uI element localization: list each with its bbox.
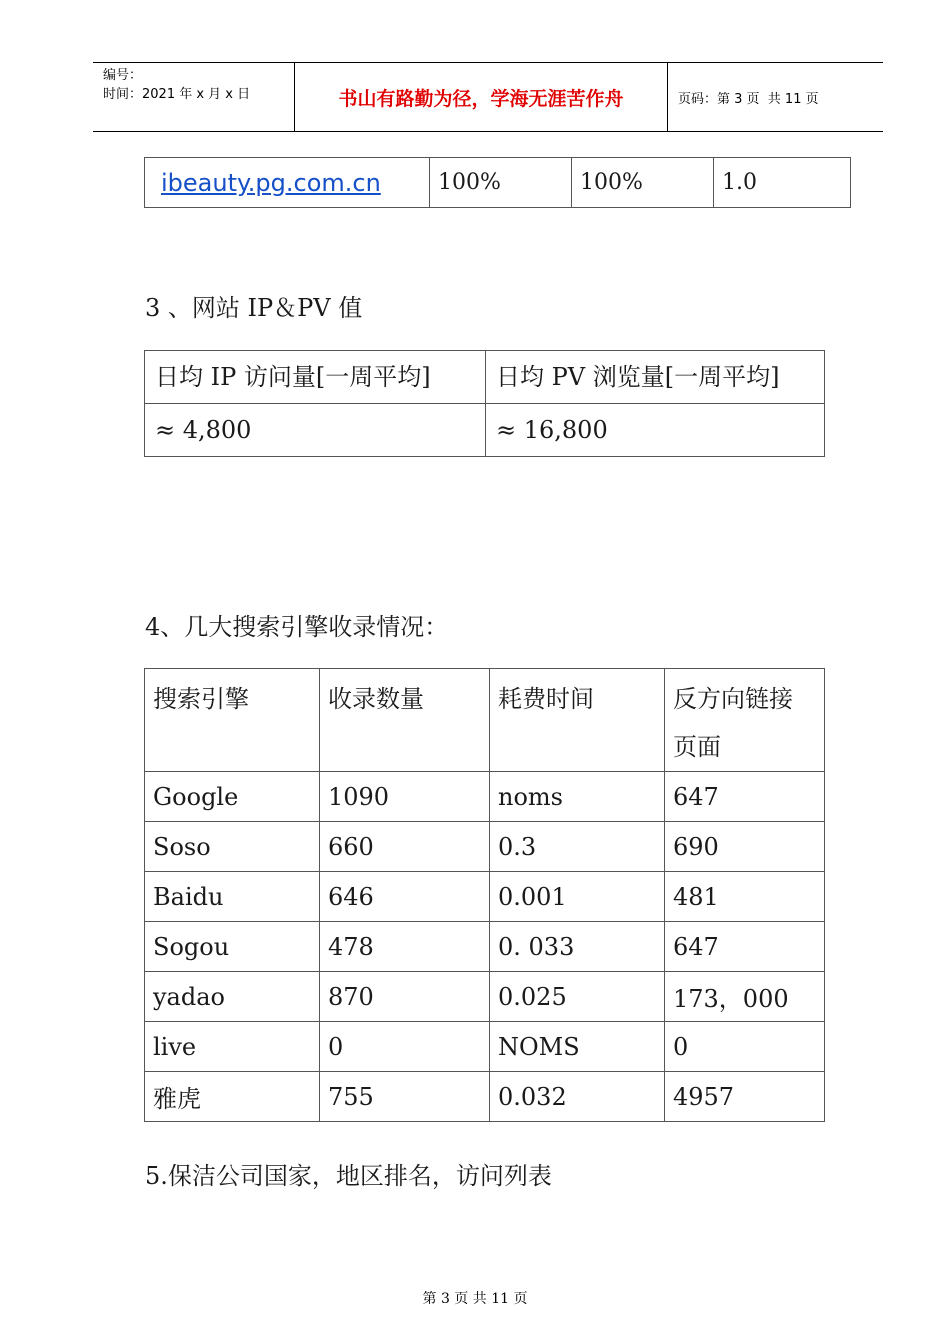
table-header-cell: 搜索引擎 xyxy=(145,669,320,772)
table-cell: 647 xyxy=(665,772,825,822)
table-row xyxy=(145,1022,825,1072)
table-cell: 0.3 xyxy=(490,822,665,872)
search-engine-table xyxy=(144,668,825,1122)
table-cell: 647 xyxy=(665,922,825,972)
ip-pv-table xyxy=(144,350,825,457)
section4-heading: 4、几大搜索引擎收录情况： xyxy=(145,613,449,641)
table-cell: 173，000 xyxy=(665,972,825,1022)
table-cell: 0. 033 xyxy=(490,922,665,972)
table-cell: 646 xyxy=(320,872,490,922)
table-cell: 481 xyxy=(665,872,825,922)
table-cell: 660 xyxy=(320,822,490,872)
table-row xyxy=(145,404,825,457)
table-row xyxy=(145,872,825,922)
header-meta xyxy=(103,66,250,104)
table-cell: 100% xyxy=(430,158,572,208)
table-cell: yadao xyxy=(145,972,320,1022)
table-cell: 755 xyxy=(320,1072,490,1122)
table-cell: 0.001 xyxy=(490,872,665,922)
site-link[interactable]: ibeauty.pg.com.cn xyxy=(161,168,381,197)
header-page-label: 页码：第 3 页 共 11 页 xyxy=(678,91,819,107)
table-cell: 0 xyxy=(665,1022,825,1072)
table-header-cell: 日均 PV 浏览量[一周平均] xyxy=(486,351,825,404)
table-cell: 690 xyxy=(665,822,825,872)
table-cell: 雅虎 xyxy=(145,1072,320,1122)
time-label: 时间：2021 年 x 月 x 日 xyxy=(103,87,251,102)
table-row xyxy=(145,772,825,822)
table-cell: 1090 xyxy=(320,772,490,822)
site-table xyxy=(144,157,851,208)
table-cell: 1.0 xyxy=(714,158,851,208)
table-row xyxy=(145,158,851,208)
table-cell: 0.025 xyxy=(490,972,665,1022)
table-cell: 0 xyxy=(320,1022,490,1072)
table-cell: live xyxy=(145,1022,320,1072)
table-cell: Soso xyxy=(145,822,320,872)
table-header-row xyxy=(145,669,825,772)
table-cell: Sogou xyxy=(145,922,320,972)
table-header-cell: 日均 IP 访问量[一周平均] xyxy=(145,351,486,404)
table-header-cell: 收录数量 xyxy=(320,669,490,772)
table-cell: ≈ 4,800 xyxy=(145,404,486,457)
table-header-row xyxy=(145,351,825,404)
header-slogan: 书山有路勤为径，学海无涯苦作舟 xyxy=(338,87,624,110)
table-cell: 100% xyxy=(572,158,714,208)
table-cell: ≈ 16,800 xyxy=(486,404,825,457)
table-row xyxy=(145,822,825,872)
table-cell: 4957 xyxy=(665,1072,825,1122)
table-cell: 478 xyxy=(320,922,490,972)
page-footer: 第 3 页 共 11 页 xyxy=(422,1291,528,1307)
table-header-cell: 反方向链接页面 xyxy=(665,669,825,772)
number-label: 编号： xyxy=(103,68,143,83)
section3-heading: 3 、网站 IP＆PV 值 xyxy=(145,294,363,322)
table-cell: noms xyxy=(490,772,665,822)
table-cell: Baidu xyxy=(145,872,320,922)
page-header xyxy=(93,62,883,132)
table-cell: NOMS xyxy=(490,1022,665,1072)
table-cell: 0.032 xyxy=(490,1072,665,1122)
table-row xyxy=(145,972,825,1022)
header-divider xyxy=(667,63,668,131)
table-cell: 870 xyxy=(320,972,490,1022)
table-header-cell: 耗费时间 xyxy=(490,669,665,772)
section5-heading: 5.保洁公司国家，地区排名，访问列表 xyxy=(145,1162,552,1190)
table-cell: Google xyxy=(145,772,320,822)
table-row xyxy=(145,922,825,972)
table-cell[interactable] xyxy=(145,158,430,208)
table-row xyxy=(145,1072,825,1122)
